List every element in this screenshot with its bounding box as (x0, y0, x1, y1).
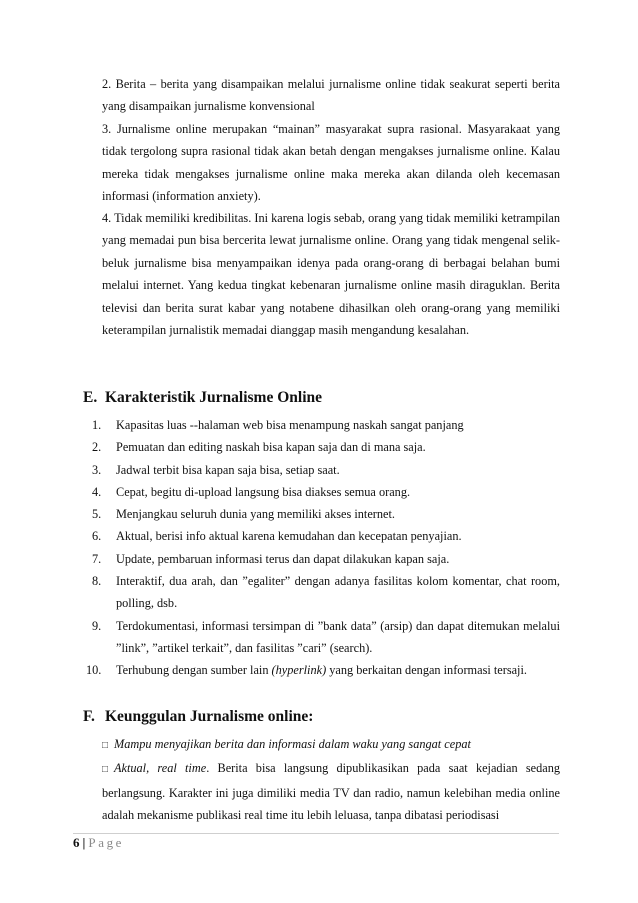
item-number: 4. (102, 211, 112, 225)
list-text: Terdokumentasi, informasi tersimpan di ”bank data” (arsip) dan dapat ditemukan melalui ”link”, ”artikel terkait”, dan fasilitas ”cari” (search). (116, 618, 560, 655)
section-letter: F. (83, 708, 95, 725)
list-item (83, 436, 560, 458)
list-number: 1. (92, 418, 102, 432)
list-text: Terhubung dengan sumber lain (116, 663, 272, 678)
section-title: Keunggulan Jurnalisme online: (105, 708, 314, 725)
list-item (83, 659, 560, 681)
item-text: Tidak memiliki kredibilitas. Ini karena logis sebab, orang yang tidak memiliki ketrampilan yang memadai pun bisa bercerita lewat jurnalisme online. Orang yang tidak mengenal selik-beluk jurnalisme bisa menyampaikan idenya pada orang-orang di berbagai belahan bumi melalui internet. Yang kedua tingkat kebenaran jurnalisme online masih diraguklan. Berita televisi dan berita surat kabar yang notabene dihasilkan oleh orang-orang yang memiliki keterampilan jurnalistik memadai dianggap masih mengandung kesalahan. (102, 211, 560, 338)
item-number: 2. (102, 77, 112, 91)
list-text-italic: (hyperlink) (271, 663, 327, 678)
list-number: 6. (92, 529, 102, 544)
item-number: 3. (102, 122, 112, 136)
page-label: Page (88, 835, 125, 850)
list-text: Interaktif, dua arah, dan ”egaliter” dengan adanya fasilitas kolom komentar, chat room, polling, dsb. (116, 574, 560, 611)
section-e-heading (83, 389, 322, 407)
list-text-end: yang berkaitan dengan informasi tersaji. (326, 663, 527, 678)
list-text: Kapasitas luas --halaman web bisa menampung naskah sangat panjang (116, 418, 464, 432)
list-item (83, 503, 560, 525)
list-text: Pemuatan dan editing naskah bisa kapan saja dan di mana saja. (116, 440, 426, 455)
list-number: 10. (86, 663, 102, 678)
item-3-paragraph (102, 118, 560, 208)
list-number: 8. (92, 574, 102, 589)
list-text: Cepat, begitu di-upload langsung bisa diakses semua orang. (116, 484, 411, 499)
bullet-item (102, 733, 560, 757)
list-number: 3. (92, 462, 102, 477)
footer-separator: | (82, 835, 86, 850)
characteristics-list (83, 414, 560, 682)
list-item (83, 570, 560, 615)
page-number: 6 (73, 835, 80, 850)
item-2-paragraph (102, 73, 560, 118)
list-number: 4. (92, 484, 102, 499)
list-text: Menjangkau seluruh dunia yang memiliki akses internet. (116, 507, 396, 522)
list-item (83, 525, 560, 547)
list-item (83, 615, 560, 660)
list-text: Update, pembaruan informasi terus dan dapat dilakukan kapan saja. (116, 551, 450, 566)
footer-divider (73, 833, 559, 834)
list-text: Aktual, berisi info aktual karena kemudahan dan kecepatan penyajian. (116, 529, 462, 544)
list-text: Jadwal terbit bisa kapan saja bisa, setiap saat. (116, 462, 340, 477)
section-letter: E. (83, 389, 98, 406)
page-footer (73, 835, 124, 851)
list-item (83, 481, 560, 503)
list-item (83, 548, 560, 570)
item-4-paragraph (102, 207, 560, 341)
item-text: Berita – berita yang disampaikan melalui jurnalisme online tidak seakurat seperti berita yang disampaikan jurnalisme konvensional (102, 77, 560, 114)
section-f-heading (83, 708, 313, 726)
list-number: 5. (92, 507, 102, 522)
advantages-list (102, 733, 560, 827)
list-number: 9. (92, 618, 102, 633)
list-item (83, 414, 560, 436)
bullet-box-icon: □ (102, 740, 109, 751)
bullet-text-italic: Mampu menyajikan berita dan informasi dalam waku yang sangat cepat (114, 737, 471, 751)
list-number: 2. (92, 440, 102, 455)
bullet-item (102, 757, 560, 826)
list-number: 7. (92, 551, 102, 566)
list-item (83, 459, 560, 481)
bullet-text: . Berita bisa langsung dipublikasikan pada saat kejadian sedang berlangsung. Karakter ini juga dimiliki media TV dan radio, namun kelebihan media online adalah mekanisme publikasi real time itu lebih leluasa, tanpa dibatasi periodisasi (102, 761, 560, 823)
section-title: Karakteristik Jurnalisme Online (105, 389, 322, 406)
bullet-text-italic: Aktual, real time (114, 761, 207, 776)
bullet-box-icon: □ (102, 764, 109, 776)
item-text: Jurnalisme online merupakan “mainan” masyarakat supra rasional. Masyarakaat yang tidak tergolong supra rasional tidak akan betah dengan mengakses jurnalisme online. Kalau mereka tidak mengakses jurnalisme online maka mereka akan dilanda oleh kecemasan informasi (information anxiety). (102, 122, 560, 204)
